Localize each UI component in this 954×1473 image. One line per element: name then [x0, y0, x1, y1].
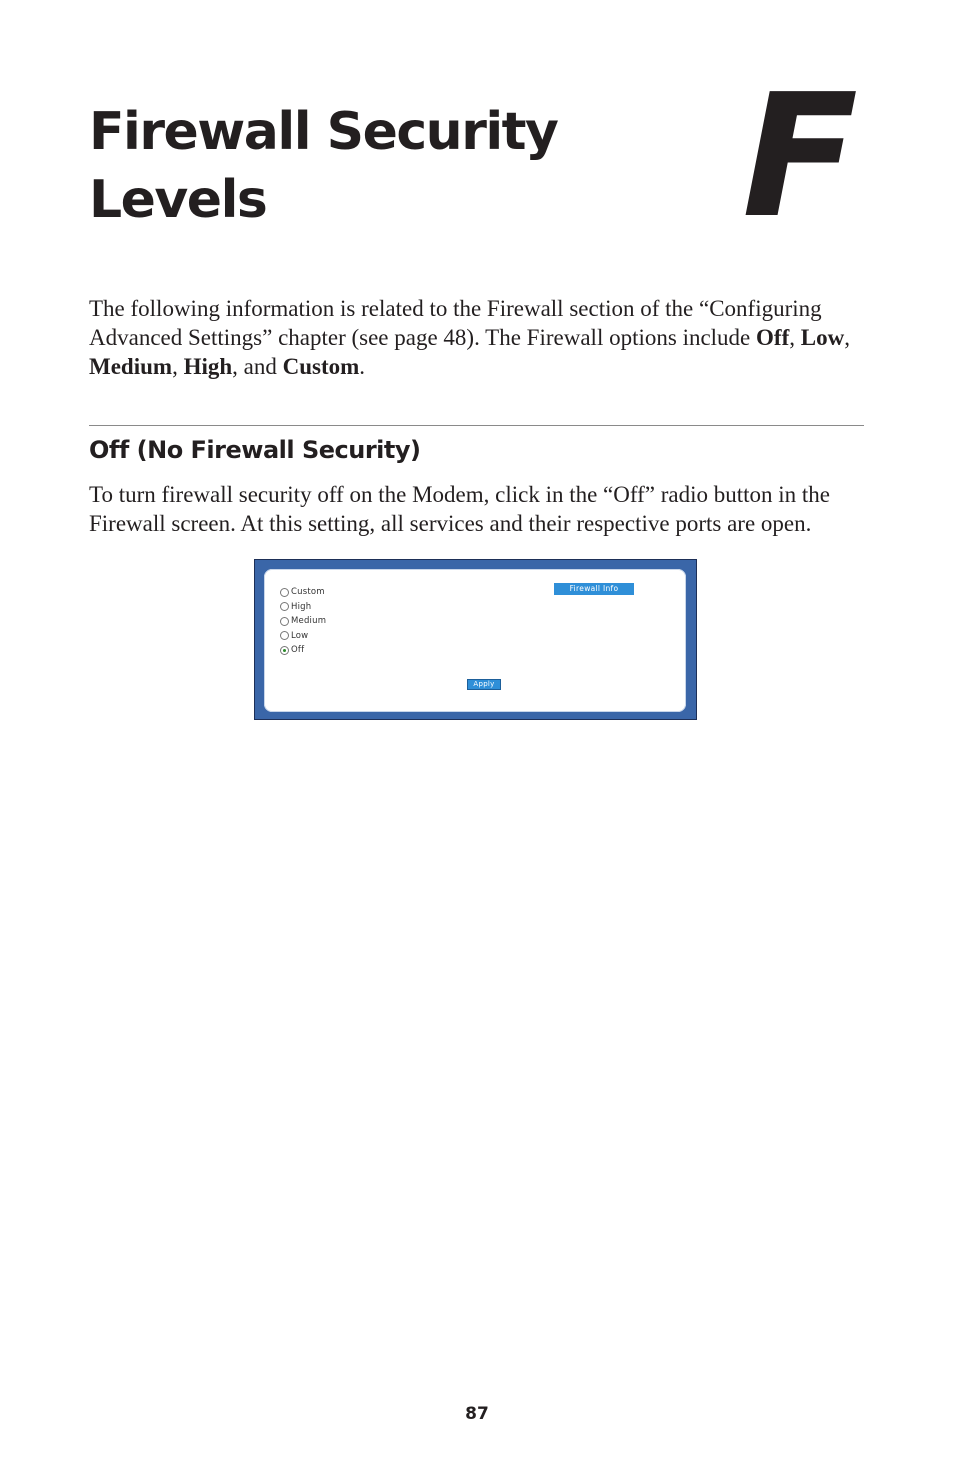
intro-paragraph	[89, 294, 869, 381]
option-high-label: High	[291, 601, 312, 612]
section-divider	[89, 425, 864, 426]
intro-text: The following information is related to the Firewall section of the “Configuring Advanced Settings” chapter (see page 48). The Firewall options include	[89, 296, 822, 350]
radio-medium[interactable]	[280, 617, 289, 626]
intro-separator: ,	[789, 325, 801, 350]
firewall-info-button[interactable]: Firewall Info	[554, 583, 634, 595]
radio-low[interactable]	[280, 631, 289, 640]
radio-high[interactable]	[280, 602, 289, 611]
chapter-title-line-2: Levels	[89, 170, 267, 230]
page-number: 87	[465, 1404, 489, 1424]
section-body: To turn firewall security off on the Modem, click in the “Off” radio button in the Firewall screen. At this setting, all services and their respective ports are open.	[89, 482, 831, 536]
option-off-text: Off	[756, 325, 790, 350]
option-low-text: Low	[800, 325, 845, 350]
option-custom-text: Custom	[282, 354, 360, 379]
intro-separator: ,	[172, 354, 184, 379]
chapter-letter: F	[742, 58, 855, 256]
intro-separator: ,	[844, 325, 850, 350]
option-low-label: Low	[291, 630, 309, 641]
option-off-label: Off	[291, 645, 305, 656]
option-low[interactable]	[280, 629, 326, 644]
option-custom-label: Custom	[291, 587, 325, 598]
chapter-title	[89, 98, 649, 234]
option-off[interactable]	[280, 643, 326, 658]
option-medium-text: Medium	[89, 354, 173, 379]
firewall-panel	[264, 569, 686, 712]
firewall-level-options	[280, 585, 326, 658]
option-high[interactable]	[280, 600, 326, 615]
option-medium[interactable]	[280, 614, 326, 629]
radio-off[interactable]	[280, 646, 289, 655]
option-medium-label: Medium	[291, 616, 327, 627]
section-heading: Off (No Firewall Security)	[89, 436, 421, 464]
option-high-text: High	[183, 354, 233, 379]
firewall-screenshot	[254, 559, 697, 720]
chapter-title-line-1: Firewall Security	[89, 102, 558, 162]
apply-button[interactable]: Apply	[467, 679, 501, 690]
intro-end: .	[359, 354, 366, 379]
intro-separator: , and	[232, 354, 283, 379]
radio-custom[interactable]	[280, 588, 289, 597]
option-custom[interactable]	[280, 585, 326, 600]
